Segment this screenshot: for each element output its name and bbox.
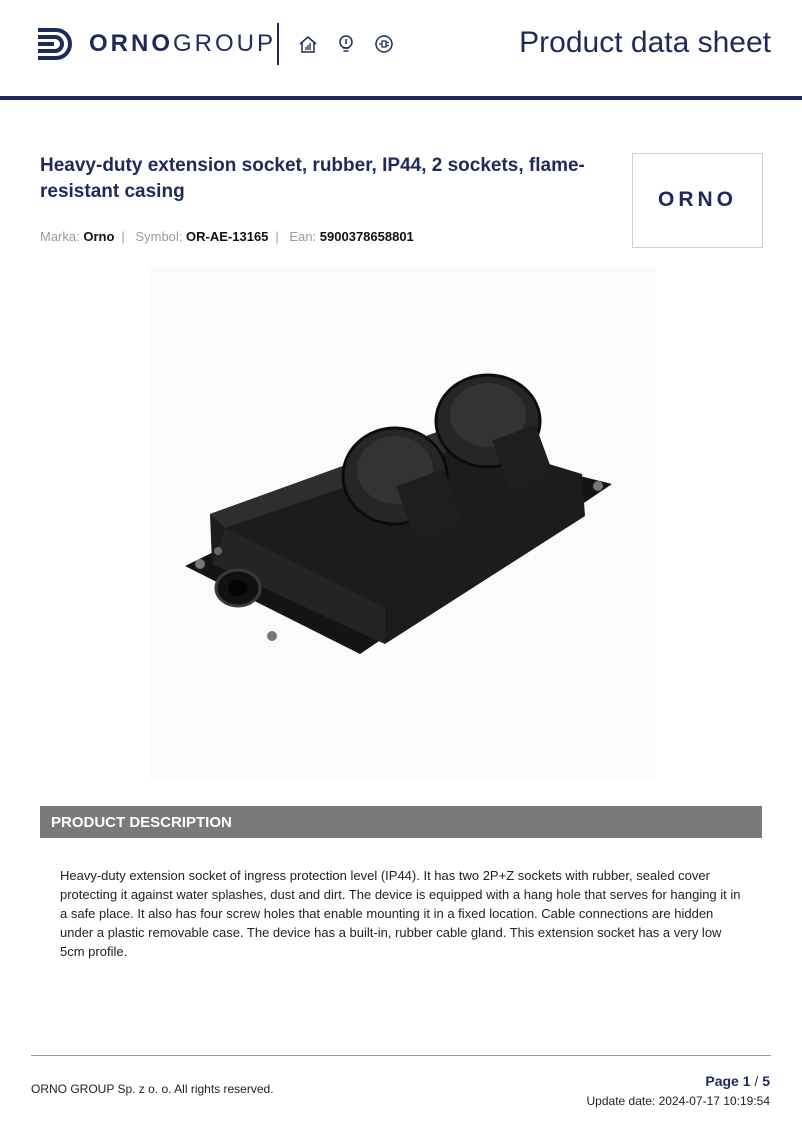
page-label: Page xyxy=(705,1073,739,1089)
ean-value: 5900378658801 xyxy=(319,229,414,244)
brand-logo: ORNO xyxy=(658,188,737,211)
product-meta xyxy=(40,229,414,244)
page-separator: / xyxy=(754,1073,759,1089)
header-rule xyxy=(0,96,802,100)
meta-separator: | xyxy=(121,229,125,244)
orno-logo-icon xyxy=(34,24,76,64)
update-date: Update date: 2024-07-17 10:19:54 xyxy=(586,1094,770,1108)
page-total: 5 xyxy=(762,1073,770,1089)
plug-icon xyxy=(373,33,395,55)
section-heading: PRODUCT DESCRIPTION xyxy=(51,814,232,831)
brand-label: Marka: xyxy=(40,229,80,244)
brand-value: Orno xyxy=(83,229,115,244)
lightbulb-icon xyxy=(335,33,357,55)
footer-copyright: ORNO GROUP Sp. z o. o. All rights reserved. xyxy=(31,1082,274,1096)
brand-logo-box xyxy=(632,153,763,248)
product-description: Heavy-duty extension socket of ingress protection level (IP44). It has two 2P+Z sockets with rubber, sealed cover protecting it against water splashes, dust and dirt. The device is equipped with a hang hole that serves for hanging it in a safe place. It also has four screw holes that enable mounting it in a fixed location. Cable connections are hidden under a plastic removable case. The device has a built-in, rubber cable gland. This extension socket has a very low 5cm profile. xyxy=(60,868,741,959)
section-heading-bar xyxy=(40,806,762,838)
page-number xyxy=(705,1073,770,1089)
header-divider xyxy=(277,23,279,65)
page-title: Product data sheet xyxy=(519,26,771,59)
meta-separator: | xyxy=(275,229,279,244)
symbol-label: Symbol: xyxy=(135,229,183,244)
page-current: 1 xyxy=(742,1073,751,1089)
product-title: Heavy-duty extension socket, rubber, IP44, 2 sockets, flame-resistant casing xyxy=(40,155,585,202)
footer-divider xyxy=(31,1055,771,1056)
ean-label: Ean: xyxy=(289,229,317,244)
product-photo xyxy=(150,266,655,778)
smart-home-icon xyxy=(297,33,319,55)
page-header xyxy=(0,0,802,96)
extension-socket-image xyxy=(150,266,655,778)
company-logo-text: ORNOGROUP xyxy=(89,30,277,57)
symbol-value: OR-AE-13165 xyxy=(186,229,269,244)
